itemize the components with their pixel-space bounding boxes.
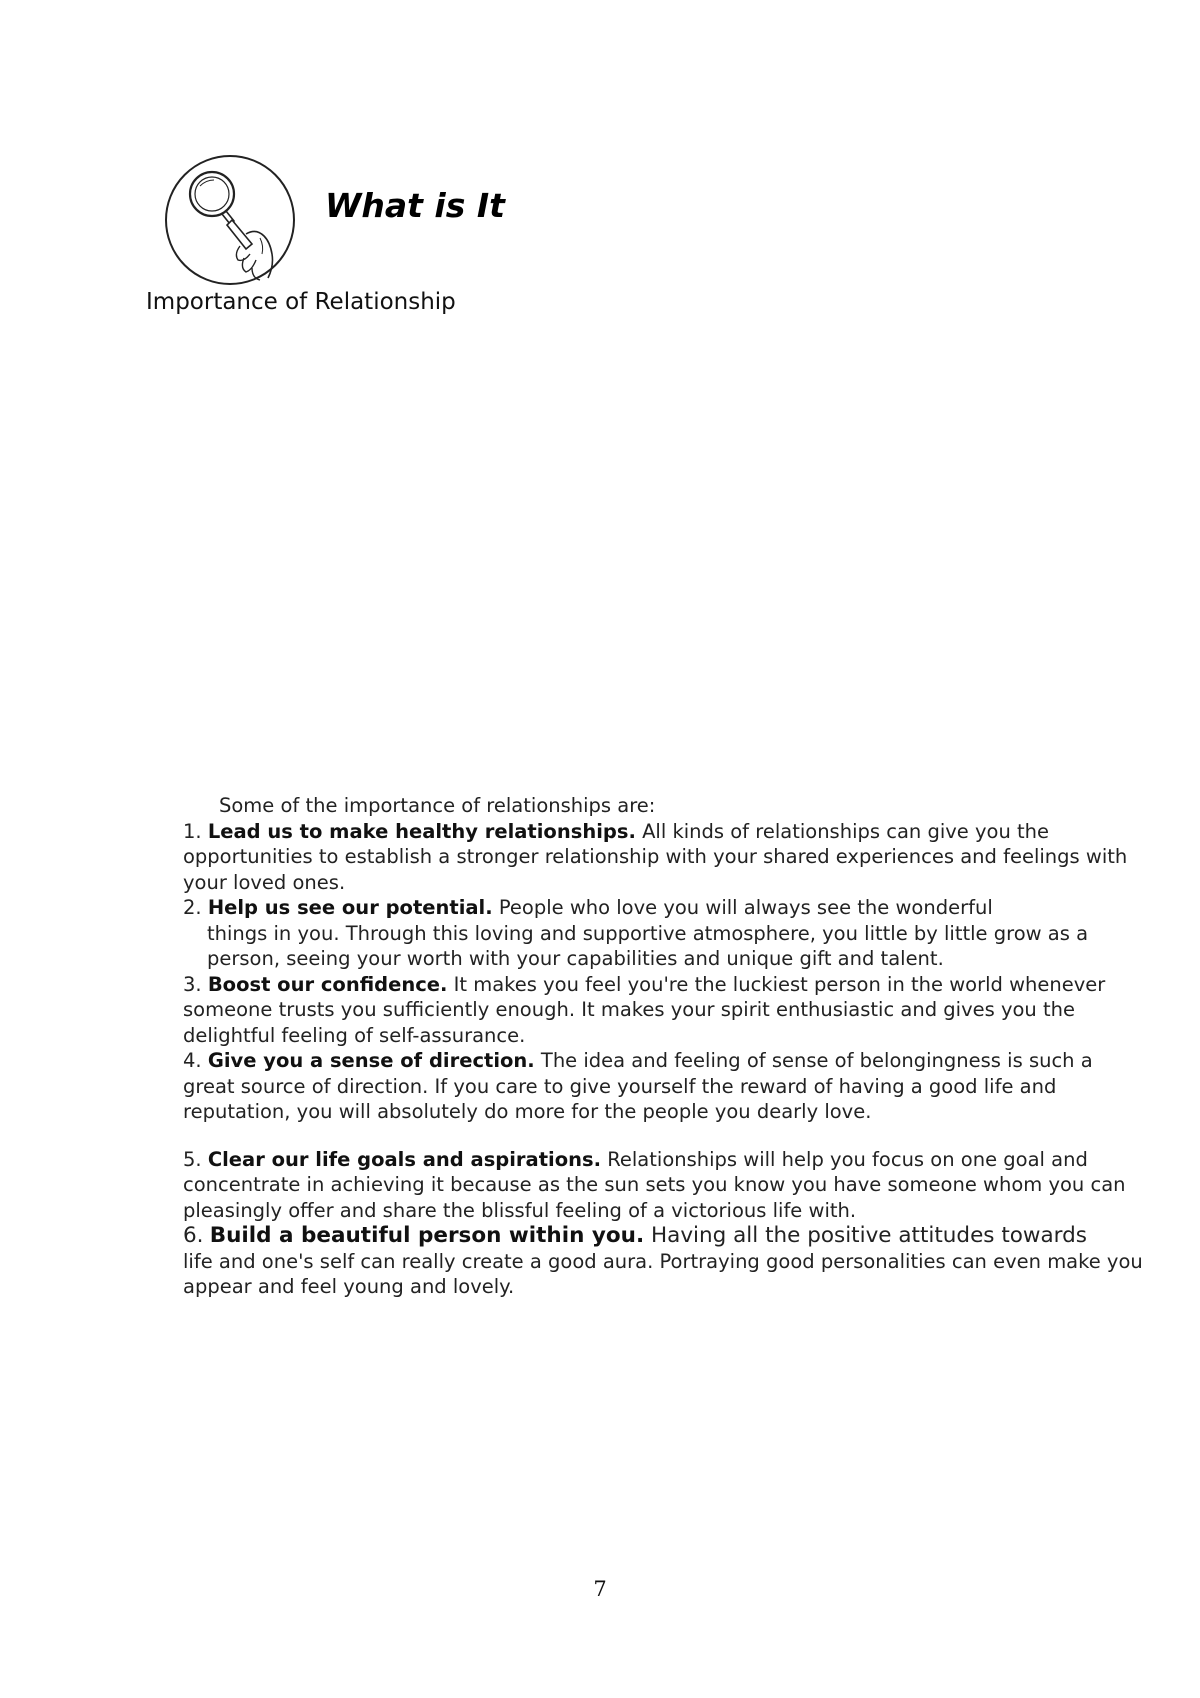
item-heading: Lead us to make healthy relationships. [207,819,636,843]
item-heading: Clear our life goals and aspirations. [207,1147,602,1171]
list-item [183,1147,1143,1224]
item-number: 5. [183,1147,202,1171]
item-number: 6. [183,1223,204,1248]
item-heading: Give you a sense of direction. [207,1049,535,1072]
item-number: 3. [183,972,202,996]
list-item [183,819,1143,896]
item-heading: Build a beautiful person within you. [209,1223,645,1248]
list-item [183,1048,1143,1125]
item-number: 4. [183,1049,202,1072]
item-text: Relationships will help you focus on one goal and concentrate in achieving it because as the sun sets you know you have someone whom you can pleasingly offer and share the blissful feeling of a victorious life with. [183,1147,1126,1222]
item-heading: Help us see our potential. [207,896,493,919]
item-number: 2. [183,896,202,919]
spacer [183,1125,1143,1147]
item-text: It makes you feel you're the luckiest person in the world whenever someone trusts you sufficiently enough. It makes your spirit enthusiastic and gives you the delightful feeling of self-assurance. [183,972,1106,1047]
item-text: Having all the positive attitudes towards [644,1223,1087,1248]
item-heading: Boost our confidence. [207,972,448,996]
item-text: People who love you will always see the wonderful [492,896,993,919]
list-item [183,895,1143,972]
item-continuation: life and one's self can really create a good aura. Portraying good personalities can even make you appear and feel young and lovely. [183,1249,1143,1298]
list-item [183,972,1143,1049]
content-body [183,793,1143,1300]
item-number: 1. [183,819,202,843]
item-text: The idea and feeling of sense of belongingness is such a great source of direction. If you care to give yourself the reward of having a good life and reputation, you will absolutely do more for the people you dearly love. [183,1049,1093,1123]
magnifying-glass-hand-icon [160,150,300,290]
page-number: 7 [593,1577,607,1601]
item-text: All kinds of relationships can give you the opportunities to establish a stronger relationship with your shared experiences and feelings with your loved ones. [183,819,1128,894]
item-continuation: things in you. Through this loving and supportive atmosphere, you little by little grow as a person, seeing your worth with your capabilities and unique gift and talent. [207,921,1089,970]
page-subtitle: Importance of Relationship [146,289,456,315]
list-item [183,1223,1143,1300]
intro-text: Some of the importance of relationships are: [219,794,656,817]
section-title: What is It [325,186,505,225]
